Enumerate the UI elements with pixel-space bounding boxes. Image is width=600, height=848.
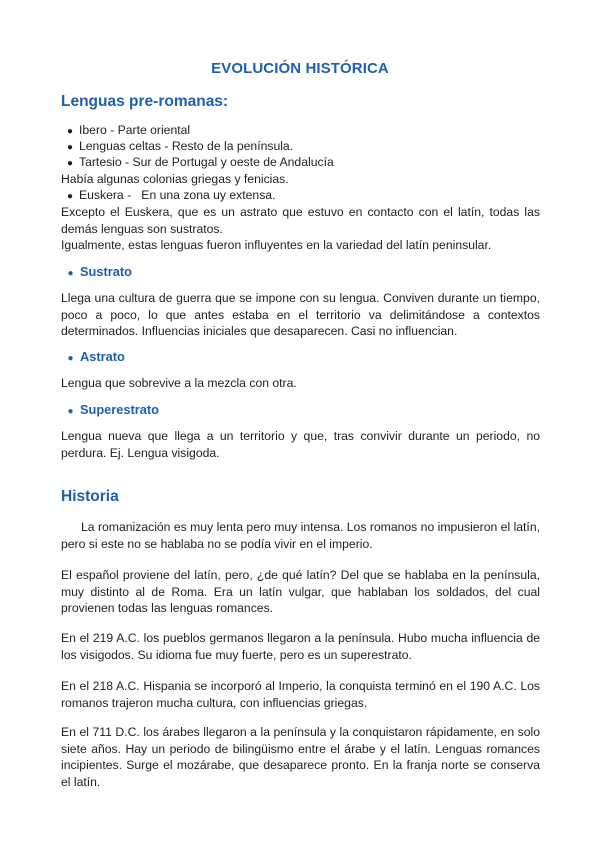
page-title: EVOLUCIÓN HISTÓRICA bbox=[211, 60, 389, 77]
paragraph-219: En el 219 A.C. los pueblos germanos llegaron a la península. Hubo mucha influencia de los visigodos. Su idioma fue muy fuerte, pero es un superestrato. bbox=[61, 631, 540, 662]
bullet-icon: ● bbox=[66, 158, 74, 169]
paragraph-astrato: Lengua que sobrevive a la mezcla con otra. bbox=[61, 376, 297, 390]
heading-lenguas-pre-romanas: Lenguas pre-romanas: bbox=[61, 93, 229, 110]
paragraph-218: En el 218 A.C. Hispania se incorporó al Imperio, la conquista terminó en el 190 A.C. Los romanos trajeron mucha cultura, con influencias griegas. bbox=[61, 679, 540, 710]
bullet-icon: ● bbox=[67, 406, 74, 417]
bullet-icon: ● bbox=[66, 126, 74, 137]
paragraph-influencia: Igualmente, estas lenguas fueron influyentes en la variedad del latín peninsular. bbox=[61, 238, 492, 252]
list-item: ● Tartesio - Sur de Portugal y oeste de Andalucía bbox=[61, 154, 334, 173]
paragraph-espanol: El español proviene del latín, pero, ¿de qué latín? Del que se hablaba en la península, muy distinto al de Roma. Era un latín vulgar, que hablaban los soldados, del cual provienen todas las lenguas romances. bbox=[61, 568, 540, 615]
bullet-icon: ● bbox=[66, 142, 74, 153]
paragraph-711: En el 711 D.C. los árabes llegaron a la península y la conquistaron rápidamente, en solo siete años. Hay un periodo de bilingüismo entre el árabe y el latín. Lenguas romances incipientes. Surge el mozárabe, que desaparece pronto. En la franja norte se conserva el latín. bbox=[61, 725, 540, 789]
paragraph-romanizacion: La romanización es muy lenta pero muy intensa. Los romanos no impusieron el latín, pero si este no se hablaba no se podía vivir en el imperio. bbox=[61, 520, 540, 551]
paragraph-euskera: Excepto el Euskera, que es un astrato que estuvo en contacto con el latín, todas las demás lenguas son sustratos. bbox=[61, 205, 540, 236]
paragraph-superestrato: Lengua nueva que llega a un territorio y que, tras convivir durante un periodo, no perdura. Ej. Lengua visigoda. bbox=[61, 429, 540, 460]
list-item: ● Lenguas celtas - Resto de la península. bbox=[61, 138, 293, 157]
paragraph-sustrato: Llega una cultura de guerra que se impone con su lengua. Conviven durante un tiempo, poco a poco, lo que antes estaba en el territorio va delimitándose a contextos determinados. Influencias iniciales que desaparecen. Casi no influencian. bbox=[61, 291, 540, 338]
heading-sustrato: ● Sustrato bbox=[61, 264, 132, 279]
bullet-icon: ● bbox=[66, 191, 74, 202]
bullet-icon: ● bbox=[67, 268, 74, 279]
note-colonias: Había algunas colonias griegas y fenicias. bbox=[61, 172, 289, 186]
heading-historia: Historia bbox=[61, 488, 119, 505]
bullet-icon: ● bbox=[67, 353, 74, 364]
list-item: ● Ibero - Parte oriental bbox=[61, 122, 190, 141]
list-item: ● Euskera - En una zona uy extensa. bbox=[61, 187, 275, 206]
heading-astrato: ● Astrato bbox=[61, 349, 125, 364]
heading-superestrato: ● Superestrato bbox=[61, 402, 159, 417]
